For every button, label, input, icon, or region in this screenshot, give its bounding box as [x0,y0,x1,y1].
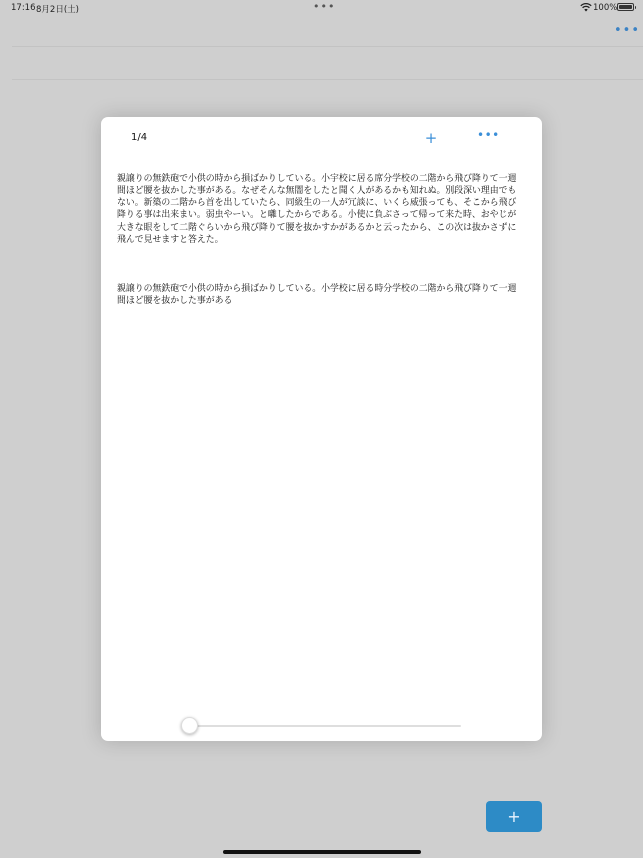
note-body[interactable] [117,148,525,344]
wifi-icon [580,2,592,12]
note-paragraph: 親譲りの無鉄砲で小供の時から損ばかりしている。小宇校に居る席分学校の二階から飛び降りて一週間ほど腰を抜かした事がある。なぜそんな無闇をしたと聞く人があるかも知れぬ。別段深い理由でもない。新築の二階から首を出していたら、同級生の一人が冗談に、いくら威張っても、そこから飛び降りる事は出来まい。弱虫やーい。と囃したからである。小使に負ぶさって帰って来た時、おやじが大きな眼をして二階ぐらいから飛び降りて腰を抜かすかがあるかと云ったから、この次は抜かさずに飛んで見せますと答えた。 [117,173,517,246]
battery-percent: 100% [593,3,618,13]
note-paragraph: 親譲りの無鉄砲で小供の時から損ばかりしている。小学校に居る時分学校の二階から飛び降りて一週間ほど腰を抜かした事がある [117,283,517,307]
background-more-icon[interactable]: ••• [614,23,641,38]
page-indicator: 1/4 [131,132,148,143]
status-bar [0,0,643,16]
home-indicator [223,850,421,854]
background-divider [12,79,643,80]
add-page-icon[interactable]: + [424,129,438,147]
status-date: 8月2日(土) [36,5,79,15]
page-slider-thumb[interactable] [181,717,198,734]
multitask-dots[interactable]: ••• [313,0,336,13]
note-detail-modal [101,117,542,741]
battery-icon [617,3,634,11]
more-options-icon[interactable]: ••• [477,128,500,142]
page-slider-track[interactable] [189,725,461,727]
add-note-button[interactable]: + [486,801,542,832]
background-divider [12,46,643,47]
status-time: 17:16 [11,3,36,13]
